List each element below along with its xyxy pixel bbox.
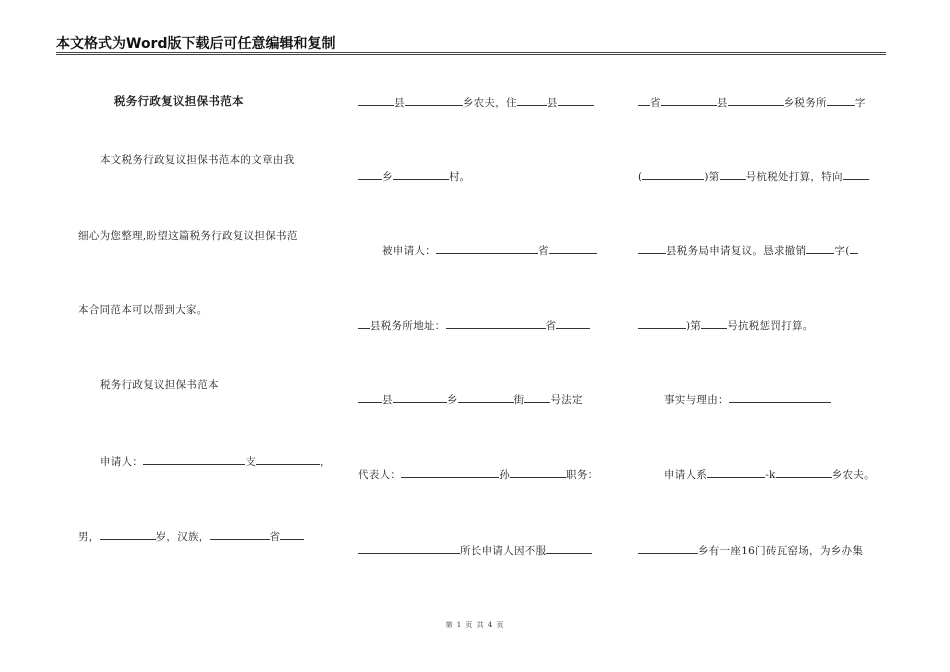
blank-field <box>638 94 650 106</box>
tax-office-text: 乡税务所 <box>783 97 827 109</box>
county-bureau-text: 县税务局申请复议。恳求撤销 <box>666 245 807 257</box>
blank-field <box>638 242 666 254</box>
tax-decision-line <box>638 168 869 184</box>
blank-field <box>436 242 538 254</box>
blank-field <box>827 94 855 106</box>
blank-field <box>524 391 550 403</box>
blank-field <box>358 391 382 403</box>
section-subtitle: 税务行政复议担保书范本 <box>100 379 219 391</box>
tax-office-line <box>638 94 866 110</box>
legal-rep-text: 号法定 <box>550 394 583 406</box>
male-text: 男， <box>78 531 100 543</box>
penalty-decision-line <box>638 317 814 333</box>
kiln-text: 乡有一座16门砖瓦窑场，为乡办集 <box>698 545 864 557</box>
director-text: 所长申请人因不服 <box>460 545 547 557</box>
document-header: 本文格式为Word版下载后可任意编辑和复制 <box>56 36 336 52</box>
blank-field <box>701 317 727 329</box>
farmer-text: 乡农夫。 <box>831 469 875 481</box>
blank-field <box>358 168 382 180</box>
address-line-2 <box>358 168 470 184</box>
respondent-line <box>382 242 597 258</box>
blank-field <box>458 391 514 403</box>
branch-text: 支 <box>245 456 257 468</box>
blank-field <box>405 94 463 106</box>
county-bureau-line <box>638 242 858 258</box>
blank-field <box>446 317 546 329</box>
number-prefix-text: )第 <box>686 320 702 332</box>
blank-field <box>393 168 449 180</box>
page-footer: 第 1 页 共 4 页 <box>445 621 505 629</box>
county-text: 县 <box>546 97 558 109</box>
applicant-is-text: 申请人系 <box>664 469 708 481</box>
blank-field <box>549 242 597 254</box>
blank-field <box>638 317 686 329</box>
age-text: 岁，汉族， <box>155 531 210 543</box>
header-rule-bottom <box>56 54 886 55</box>
tax-office-address-line <box>358 317 590 333</box>
blank-field <box>358 94 394 106</box>
applicant-label: 申请人： <box>100 456 144 468</box>
blank-field <box>510 466 566 478</box>
paren-text: ( <box>638 171 643 183</box>
blank-field <box>210 528 270 540</box>
respondent-label: 被申请人： <box>382 245 436 257</box>
facts-line <box>664 391 831 407</box>
zi-text: 字 <box>854 97 866 109</box>
blank-field <box>100 528 156 540</box>
header-rule-top <box>56 52 886 53</box>
county-text: 县 <box>382 394 393 406</box>
province-text: 省 <box>538 245 549 257</box>
blank-field <box>401 466 499 478</box>
blank-field <box>280 528 304 540</box>
facts-label: 事实与理由： <box>664 394 729 406</box>
county-text: 县 <box>716 97 728 109</box>
address-line-1 <box>358 94 594 110</box>
kiln-line <box>638 542 863 558</box>
blank-field <box>256 453 320 465</box>
gender-age-line <box>78 528 304 544</box>
tax-decision-text: 号杭税处打算，特向 <box>745 171 843 183</box>
director-line <box>358 542 592 558</box>
blank-field <box>661 94 717 106</box>
blank-field <box>556 317 590 329</box>
province-text: 省 <box>269 531 281 543</box>
blank-field <box>358 542 460 554</box>
blank-field <box>776 466 832 478</box>
province-text: 省 <box>545 320 557 332</box>
blank-field <box>642 168 704 180</box>
intro-line-3: 本合同范本可以帮到大家。 <box>78 304 208 316</box>
township-farmer-text: 乡农夫，住 <box>462 97 517 109</box>
number-prefix-text: )第 <box>704 171 720 183</box>
county-text: 县 <box>394 97 405 109</box>
blank-field <box>707 466 765 478</box>
province-text: 省 <box>650 97 661 109</box>
township-text: 乡 <box>446 394 458 406</box>
representative-line <box>358 466 598 482</box>
representative-label: 代表人： <box>358 469 402 481</box>
intro-line-1: 本文税务行政复议担保书范本的文章由我 <box>100 154 295 166</box>
comma-text: ， <box>320 456 331 468</box>
document-title: 税务行政复议担保书范本 <box>114 94 244 108</box>
blank-field <box>806 242 834 254</box>
blank-field <box>720 168 746 180</box>
zi-text: 字( <box>834 245 850 257</box>
intro-line-2: 细心为您整理,盼望这篇税务行政复议担保书范 <box>78 230 298 242</box>
k-text: -k <box>765 469 776 481</box>
blank-field <box>558 94 594 106</box>
blank-field <box>850 242 858 254</box>
applicant-line <box>100 453 331 469</box>
sun-text: 孙 <box>499 469 511 481</box>
tax-office-address-label: 县税务所地址： <box>370 320 446 332</box>
village-text: 村。 <box>448 171 471 183</box>
blank-field <box>638 542 698 554</box>
street-text: 街 <box>513 394 525 406</box>
blank-field <box>728 94 784 106</box>
penalty-decision-text: 号抗税惩罚打算。 <box>727 320 814 332</box>
blank-field <box>517 94 547 106</box>
address-line-3 <box>358 391 583 407</box>
township-text: 乡 <box>382 171 393 183</box>
blank-field <box>546 542 592 554</box>
blank-field <box>358 317 370 329</box>
position-label: 职务： <box>566 469 599 481</box>
blank-field <box>143 453 245 465</box>
blank-field <box>843 168 869 180</box>
blank-field <box>393 391 447 403</box>
blank-field <box>729 391 831 403</box>
applicant-is-line <box>664 466 875 482</box>
